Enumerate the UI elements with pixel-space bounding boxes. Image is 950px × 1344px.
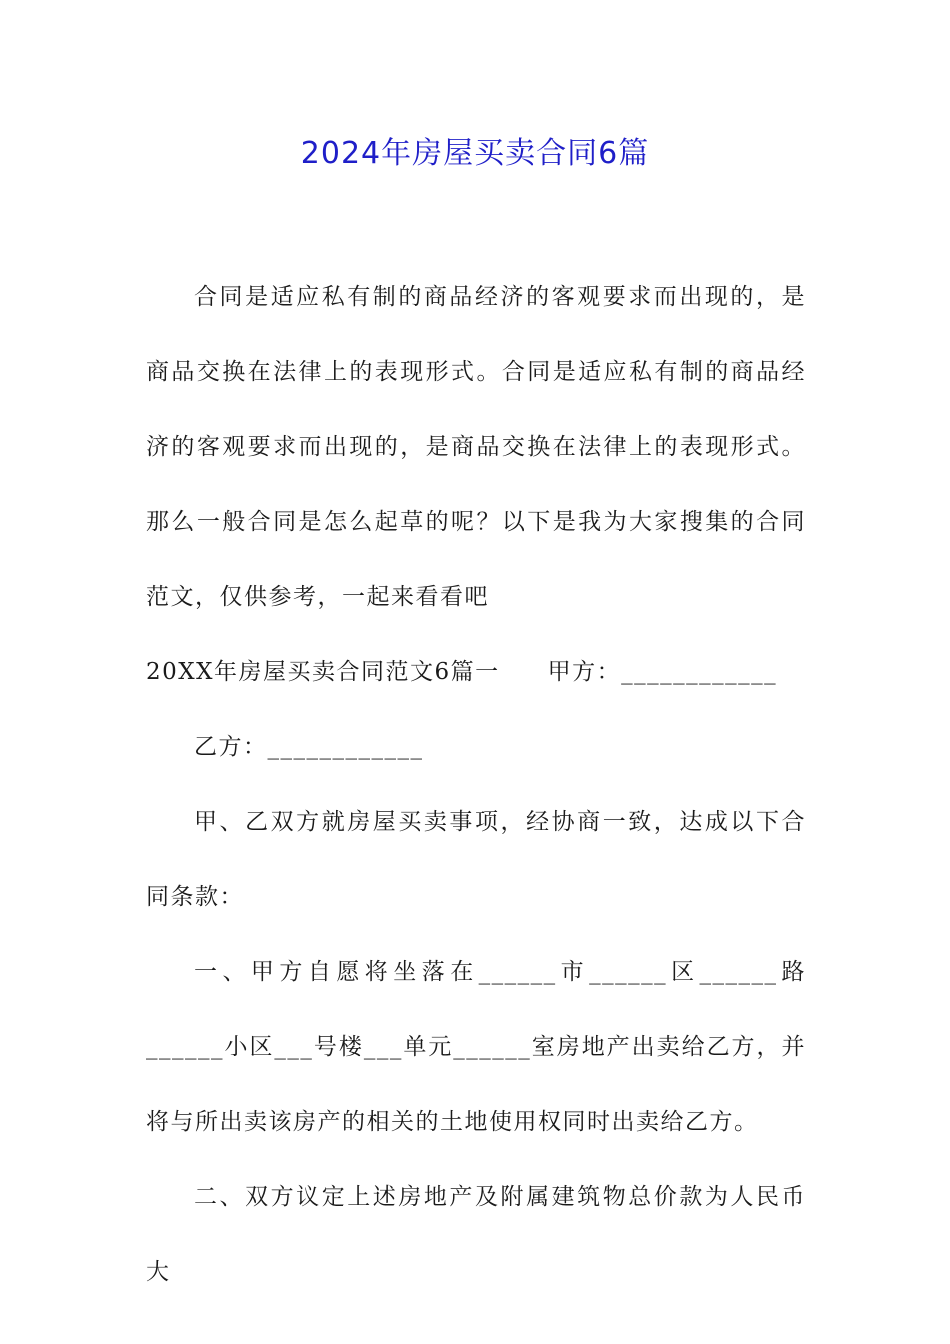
document-body xyxy=(146,260,806,1310)
party-b-field: 乙方：____________ xyxy=(194,734,424,760)
agreement-paragraph: 甲、乙双方就房屋买卖事项，经协商一致，达成以下合同条款： xyxy=(146,809,806,910)
section-heading-line xyxy=(146,635,806,710)
intro-paragraph: 合同是适应私有制的商品经济的客观要求而出现的，是商品交换在法律上的表现形式。合同是适应私有制的商品经济的客观要求而出现的，是商品交换在法律上的表现形式。那么一般合同是怎么起草的呢？以下是我为大家搜集的合同范文，仅供参考，一起来看看吧 xyxy=(146,284,806,610)
clause-2-paragraph: 二、双方议定上述房地产及附属建筑物总价款为人民币大 xyxy=(146,1184,806,1285)
clause-1-paragraph: 一、甲方自愿将坐落在______市______区______路______小区___号楼___单元______室房地产出卖给乙方，并将与所出卖该房产的相关的土地使用权同时出卖给乙方。 xyxy=(146,959,806,1135)
party-a-field: 甲方：____________ xyxy=(547,659,778,685)
section-heading: 20XX年房屋买卖合同范文6篇一 xyxy=(146,659,500,685)
page-title: 2024年房屋买卖合同6篇 xyxy=(300,136,650,171)
